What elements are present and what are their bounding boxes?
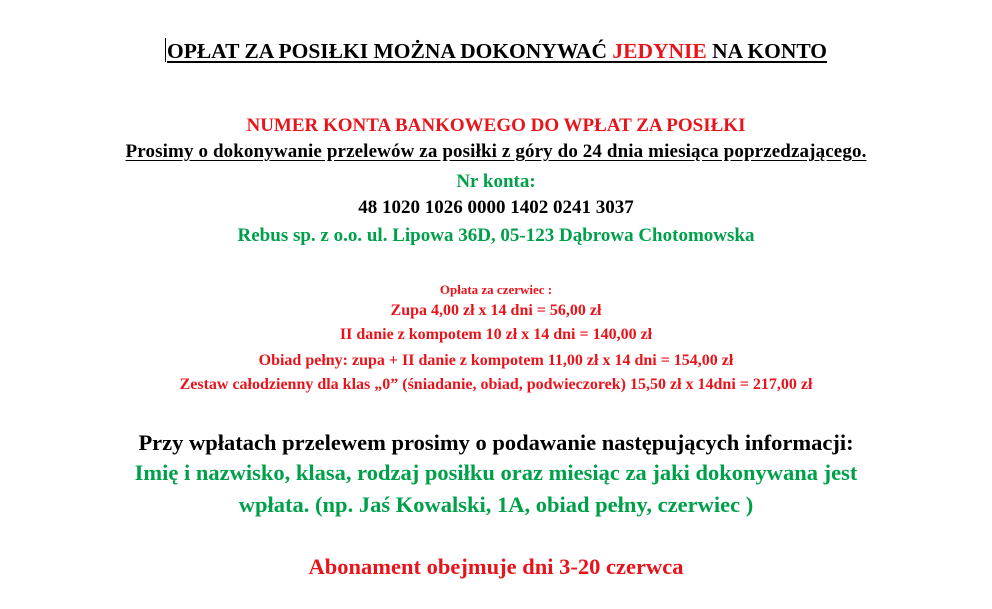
account-number-label: Nr konta:	[456, 171, 536, 192]
account-holder: Rebus sp. z o.o. ul. Lipowa 36D, 05-123 Dąbrowa Chotomowska	[237, 225, 755, 246]
transfer-info-heading: Przy wpłatach przelewem prosimy o podawanie następujących informacji:	[138, 430, 854, 455]
fee-item-full-day-set: Zestaw całodzienny dla klas „0” (śniadanie, obiad, podwieczorek) 15,50 zł x 14dni = 217,00 zł	[179, 376, 813, 393]
fees-heading: Opłata za czerwiec :	[439, 282, 553, 297]
transfer-info-line: Imię i nazwisko, klasa, rodzaj posiłku oraz miesiąc za jaki dokonywana jest	[134, 460, 858, 485]
fee-item-soup: Zupa 4,00 zł x 14 dni = 56,00 zł	[390, 302, 602, 319]
payment-headline	[0, 38, 992, 63]
account-heading: NUMER KONTA BANKOWEGO DO WPŁAT ZA POSIŁKI	[246, 115, 746, 136]
transfer-info-line: wpłata. (np. Jaś Kowalski, 1A, obiad pełny, czerwiec )	[238, 492, 754, 517]
fee-item-full-dinner: Obiad pełny: zupa + II danie z kompotem 11,00 zł x 14 dni = 154,00 zł	[258, 352, 734, 369]
account-instruction: Prosimy o dokonywanie przelewów za posiłki z góry do 24 dnia miesiąca poprzedzającego.	[125, 141, 867, 162]
headline-part2: NA KONTO	[706, 39, 828, 63]
text-cursor	[165, 38, 166, 62]
subscription-note: Abonament obejmuje dni 3-20 czerwca	[308, 554, 684, 579]
account-number: 48 1020 1026 0000 1402 0241 3037	[358, 197, 634, 218]
fee-item-main-course: II danie z kompotem 10 zł x 14 dni = 140,00 zł	[339, 326, 653, 343]
headline-emphasis: JEDYNIE	[612, 39, 707, 63]
headline-part1: OPŁAT ZA POSIŁKI MOŻNA DOKONYWAĆ	[166, 39, 613, 63]
